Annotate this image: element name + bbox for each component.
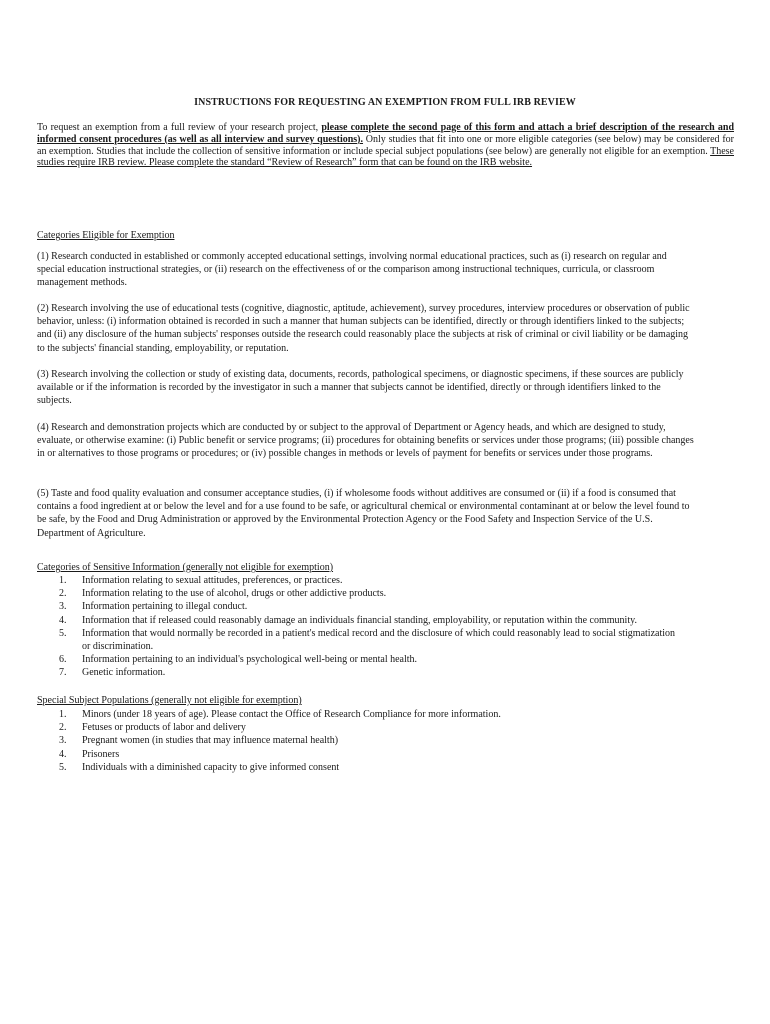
list-item: 2. Information relating to the use of alcohol, drugs or other addictive products. [59,588,387,600]
list-item: 4. Information that if released could reasonably damage an individuals financial standing, employability, or reputation within the community. [59,614,637,626]
heading-categories-eligible: Categories Eligible for Exemption [37,230,175,241]
intro-paragraph [37,122,734,169]
page-title: INSTRUCTIONS FOR REQUESTING AN EXEMPTION FROM FULL IRB REVIEW [194,97,576,108]
intro-bold-instruction: please complete the second page of this form and attach a brief description of the research and informed consent procedures (as well as all interview and survey questions). [37,122,735,145]
intro-middle: Only studies that fit into one or more eligible categories (see below) may be considered for an exemption. Studies that include the collection of sensitive information or include special subject populations (see below) are generally not eligible for an exemption. [37,133,734,157]
intro-review-note: These studies require IRB review. Please complete the standard “Review of Research” form that can be found on the IRB website. [37,145,734,169]
eligible-category-2: (2) Research involving the use of educational tests (cognitive, diagnostic, aptitude, achievement), survey procedures, interview procedures or observation of public behavior, unless: (i) information obtained is recorded in such a manner that human subjects can be identified, directly or through identifiers linked to the subjects; and (ii) any disclosure of the human subjects' responses outside the research could reasonably place the subjects at risk of criminal or civil liability or be damaging to the subjects' financial standing, employability, or reputation. [37,303,690,354]
eligible-category-1: (1) Research conducted in established or commonly accepted educational settings, involving normal educational practices, such as (i) research on regular and special education instructional strategies, or (ii) research on the effectiveness of or the comparison among instructional techniques, curricula, or classroom management methods. [37,251,667,289]
list-item: 5. Individuals with a diminished capacity to give informed consent [59,761,340,773]
sensitive-information-list [37,574,737,680]
eligible-category-4: (4) Research and demonstration projects which are conducted by or subject to the approval of Department or Agency heads, and which are designed to study, evaluate, or otherwise examine: (i) Public benefit or service programs; (ii) procedures for obtaining benefits or services under those programs; (iii) possible changes in or alternatives to those programs or procedures; or (iv) possible changes in methods or levels of payment for benefits or services under those programs. [37,422,694,460]
list-item: 6. Information pertaining to an individual's psychological well-being or mental health. [59,654,418,666]
list-item: 1. Information relating to sexual attitudes, preferences, or practices. [59,575,343,586]
intro-lead: To request an exemption from a full review of your research project, [37,122,322,133]
list-item: 1. Minors (under 18 years of age). Please contact the Office of Research Compliance for more information. [59,709,501,720]
eligible-category-5: (5) Taste and food quality evaluation and consumer acceptance studies, (i) if wholesome foods without additives are consumed or (ii) if a food is consumed that contains a food ingredient at or below the level and for a use found to be safe, or agricultural chemical or environmental contaminant at or below the level found to be safe, by the Food and Drug Administration or approved by the Environmental Protection Agency or the Food Safety and Inspection Service of the U.S. Department of Agriculture. [37,488,690,539]
list-item: 4. Prisoners [59,748,120,760]
list-item: 3. Information pertaining to illegal conduct. [59,601,248,613]
list-item: 5. Information that would normally be recorded in a patient's medical record and the disclosure of which could reasonably lead to social stigmatization or discrimination. [59,627,676,653]
special-populations-list [37,708,737,774]
list-item: 2. Fetuses or products of labor and delivery [59,722,246,734]
list-item: 7. Genetic information. [59,667,166,679]
heading-special-populations: Special Subject Populations (generally not eligible for exemption) [37,695,302,706]
eligible-category-3: (3) Research involving the collection or study of existing data, documents, records, pathological specimens, or diagnostic specimens, if these sources are publicly available or if the information is recorded by the investigator in such a manner that subjects cannot be identified, directly or through identifiers linked to the subjects. [37,369,684,407]
list-item: 3. Pregnant women (in studies that may influence maternal health) [59,735,339,747]
heading-sensitive-information: Categories of Sensitive Information (generally not eligible for exemption) [37,562,334,573]
